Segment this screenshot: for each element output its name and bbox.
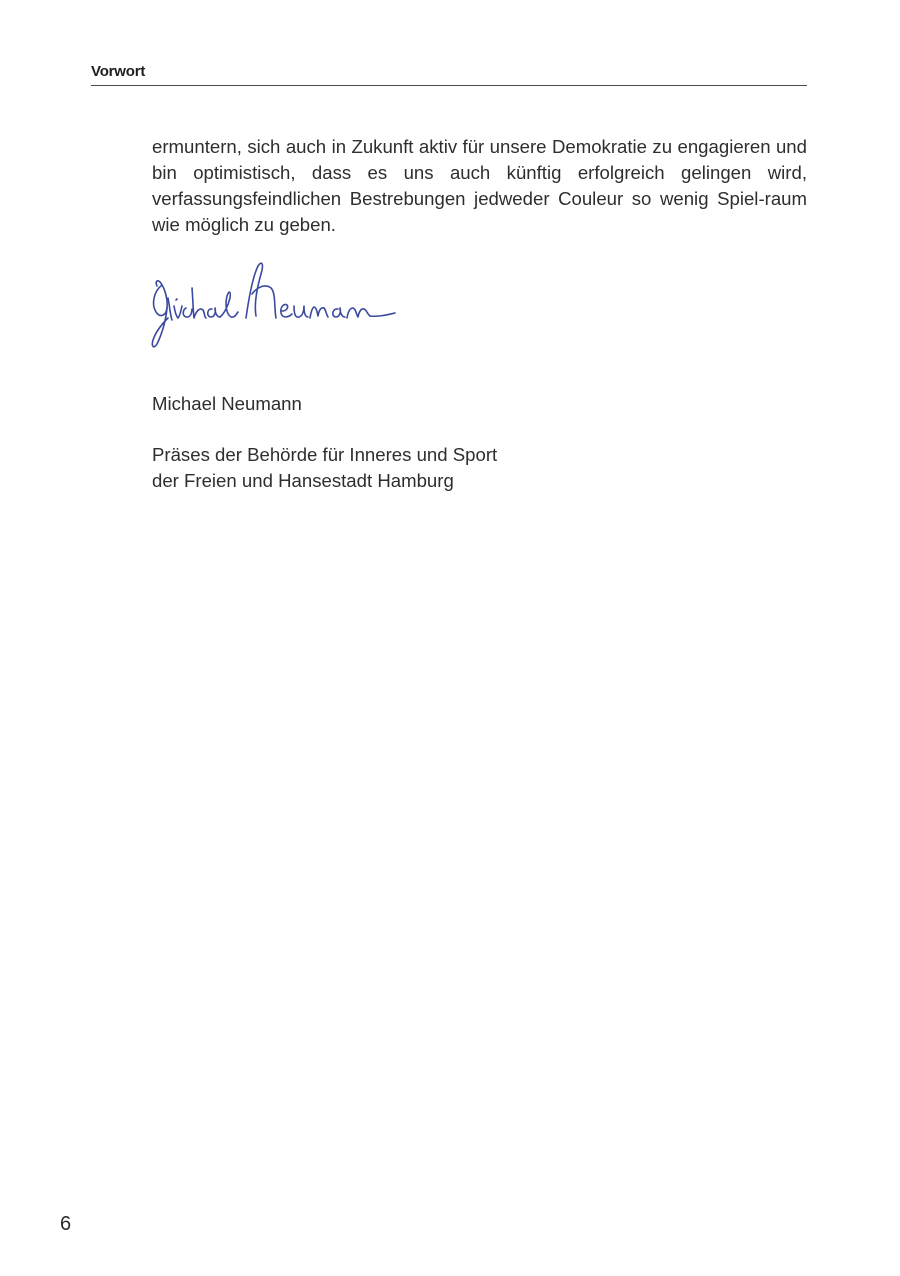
signer-name: Michael Neumann (152, 393, 302, 414)
handwritten-signature (148, 258, 400, 353)
signer-title (152, 442, 497, 494)
page-number: 6 (60, 1213, 72, 1235)
body-text (152, 134, 807, 238)
running-header (91, 61, 807, 86)
signer-title-line-2: der Freien und Hansestadt Hamburg (152, 470, 454, 491)
section-title: Vorwort (91, 63, 146, 80)
signer-title-line-1: Präses der Behörde für Inneres und Sport (152, 444, 498, 465)
body-paragraph: ermuntern, sich auch in Zukunft aktiv für unsere Demokratie zu engagieren und bin optimistisch, dass es uns auch künftig erfolgreich gelingen wird, verfassungsfeindlichen Bestrebungen jedweder Couleur so wenig Spiel-raum wie möglich zu geben. (152, 136, 807, 235)
